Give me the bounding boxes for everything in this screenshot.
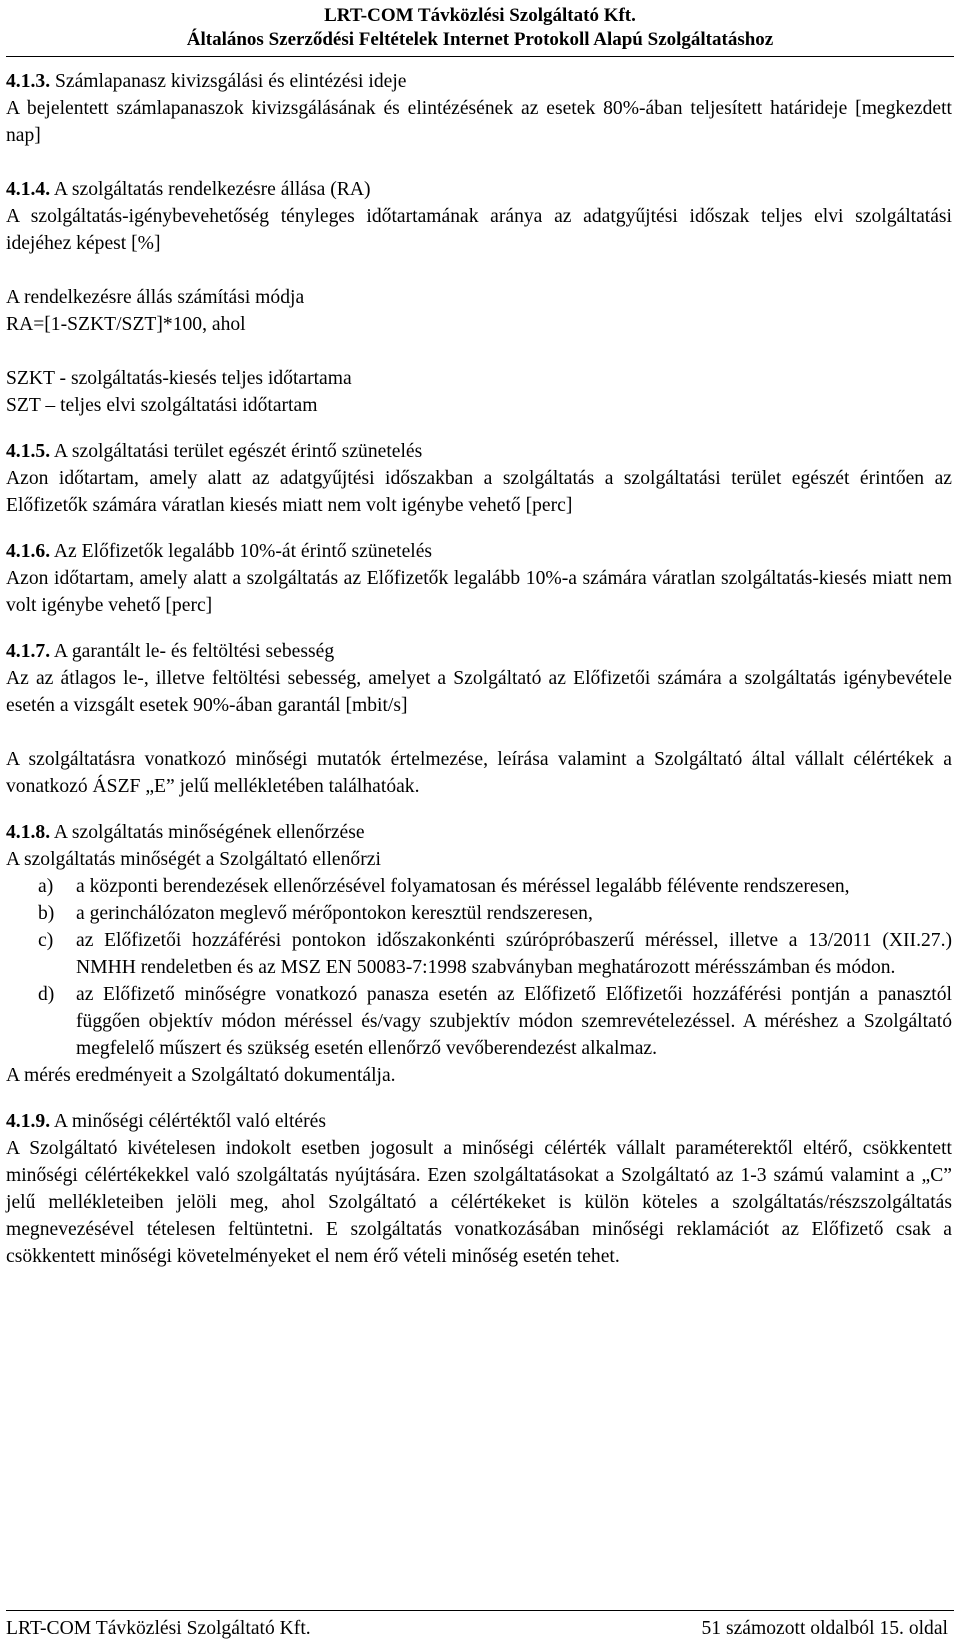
check-method-list [6, 873, 952, 1062]
section-number: 4.1.4. [6, 179, 51, 200]
list-item [6, 927, 952, 981]
section-heading-4-1-9 [6, 1108, 952, 1135]
list-item-text: az Előfizetői hozzáférési pontokon időszakonkénti szúrópróbaszerű méréssel, illetve a 13/2011 (XII.27.) NMHH rendeletben és az MSZ EN 50083-7:1998 szabványban meghatározott mérésszámban és módon. [76, 930, 952, 978]
list-marker: a) [38, 876, 54, 897]
footer-company: LRT-COM Távközlési Szolgáltató Kft. [6, 1618, 311, 1639]
list-item-text: a központi berendezések ellenőrzésével folyamatosan és méréssel legalább félévente rendszeresen, [76, 876, 850, 897]
section-title: A garantált le- és feltöltési sebesség [50, 641, 335, 662]
section-number: 4.1.3. [6, 71, 51, 92]
formula: RA=[1-SZKT/SZT]*100, ahol [6, 314, 246, 335]
definition-szkt: SZKT - szolgáltatás-kiesés teljes időtartama [6, 368, 352, 389]
list-item [6, 873, 952, 900]
document-body [6, 68, 952, 1270]
section-body: A Szolgáltató kivételesen indokolt esetben jogosult a minőségi célérték vállalt paraméterektől eltérő, csökkentett minőségi célértékekkel való szolgáltatás nyújtására. Ezen szolgáltatásokat a Szolgáltató az 1-3 számú valamint a „C” jelű mellékleteiben jelöli meg, ahol Szolgáltató a célértékeket is külön köteles a szolgáltatás/részszolgáltatás megnevezésével tételesen feltüntetni. E szolgáltatás vonatkozásában minőségi reklamációt az Előfizető csak a csökkentett minőségi követelményeket el nem érő vételi minőség esetén tehet. [6, 1138, 952, 1267]
section-title: A szolgáltatási terület egészét érintő szünetelés [50, 441, 423, 462]
section-number: 4.1.8. [6, 822, 51, 843]
section-intro: A szolgáltatás minőségét a Szolgáltató ellenőrzi [6, 849, 381, 870]
section-heading-4-1-6 [6, 538, 952, 565]
section-title: A szolgáltatás minőségének ellenőrzése [50, 822, 365, 843]
header-company: LRT-COM Távközlési Szolgáltató Kft. [324, 5, 636, 26]
section-note: A szolgáltatásra vonatkozó minőségi mutatók értelmezése, leírása valamint a Szolgáltató által vállalt célértékek a vonatkozó ÁSZF „E” jelű mellékletében találhatóak. [6, 749, 952, 797]
calculation-title: A rendelkezésre állás számítási módja [6, 287, 305, 308]
section-heading-4-1-3 [6, 68, 952, 95]
section-body: A szolgáltatás-igénybevehetőség tényleges időtartamának aránya az adatgyűjtési időszak teljes elvi szolgáltatási idejéhez képest [%] [6, 206, 952, 254]
section-outro: A mérés eredményeit a Szolgáltató dokumentálja. [6, 1065, 396, 1086]
section-number: 4.1.9. [6, 1111, 51, 1132]
page-header [0, 4, 960, 52]
definition-szt: SZT – teljes elvi szolgáltatási időtartam [6, 395, 318, 416]
page-number: 51 számozott oldalból 15. oldal [701, 1618, 948, 1639]
list-marker: b) [38, 903, 55, 924]
list-item [6, 900, 952, 927]
section-title: A szolgáltatás rendelkezésre állása (RA) [50, 179, 371, 200]
section-body: Azon időtartam, amely alatt az adatgyűjtési időszakban a szolgáltatás a szolgáltatási terület egészét érintően az Előfizetők számára váratlan kiesés miatt nem volt igénybe vehető [perc] [6, 468, 952, 516]
section-number: 4.1.5. [6, 441, 51, 462]
header-divider [6, 56, 954, 57]
section-title: Az Előfizetők legalább 10%-át érintő szünetelés [50, 541, 433, 562]
section-body: A bejelentett számlapanaszok kivizsgálásának és elintézésének az esetek 80%-ában teljesített határideje [megkezdett nap] [6, 98, 952, 146]
footer-divider [6, 1610, 954, 1611]
list-item [6, 981, 952, 1062]
list-item-text: az Előfizető minőségre vonatkozó panasza esetén az Előfizető Előfizetői hozzáférési pontján a panasztól függően objektív módon méréssel és/vagy szubjektív módon szemrevételezéssel. A méréshez a Szolgáltató megfelelő műszert és szükség esetén ellenőrző vevőberendezést alkalmaz. [76, 984, 952, 1059]
section-title: A minőségi célértéktől való eltérés [50, 1111, 326, 1132]
section-body: Azon időtartam, amely alatt a szolgáltatás az Előfizetők legalább 10%-a számára váratlan szolgáltatás-kiesés miatt nem volt igénybe vehető [perc] [6, 568, 952, 616]
list-marker: c) [38, 930, 54, 951]
list-marker: d) [38, 984, 55, 1005]
section-heading-4-1-7 [6, 638, 952, 665]
section-heading-4-1-4 [6, 176, 952, 203]
section-body: Az az átlagos le-, illetve feltöltési sebesség, amelyet a Szolgáltató az Előfizetői számára a szolgáltatás igénybevétele esetén a vizsgált esetek 90%-ában garantál [mbit/s] [6, 668, 952, 716]
list-item-text: a gerinchálózaton meglevő mérőpontokon keresztül rendszeresen, [76, 903, 593, 924]
section-heading-4-1-8 [6, 819, 952, 846]
header-document-title: Általános Szerződési Feltételek Internet Protokoll Alapú Szolgáltatáshoz [186, 29, 774, 50]
section-heading-4-1-5 [6, 438, 952, 465]
section-number: 4.1.7. [6, 641, 51, 662]
section-title: Számlapanasz kivizsgálási és elintézési ideje [50, 71, 407, 92]
section-number: 4.1.6. [6, 541, 51, 562]
